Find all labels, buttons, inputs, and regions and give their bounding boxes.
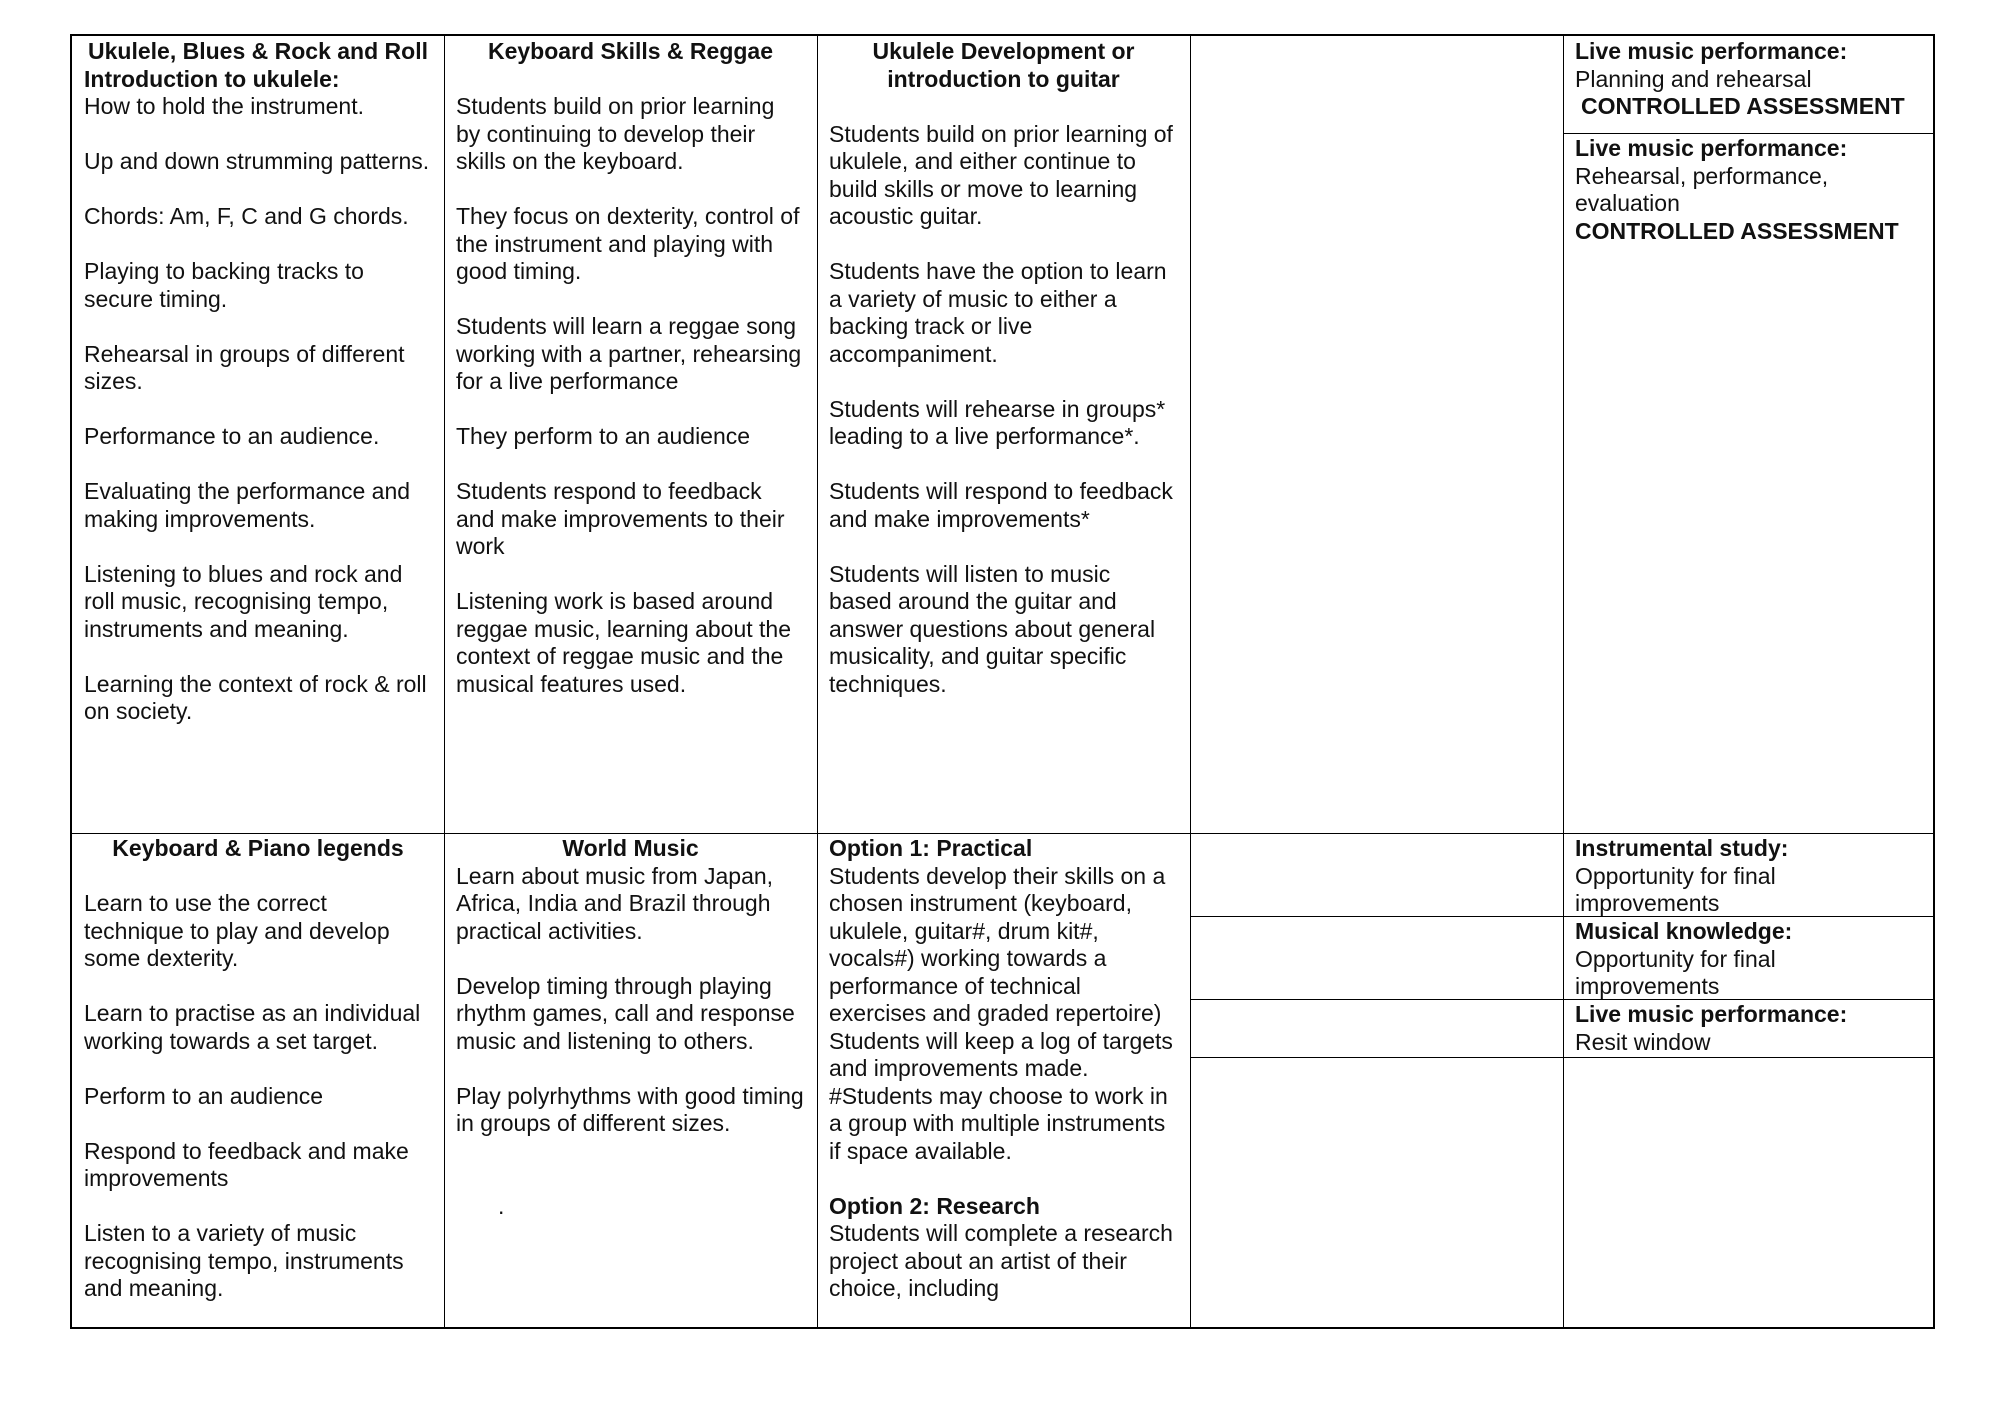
assessment-label: CONTROLLED ASSESSMENT xyxy=(1581,93,1905,119)
cell-empty xyxy=(1190,833,1563,1331)
cell-text: Resit window xyxy=(1575,1028,1711,1055)
cell-keyboard-piano-legends xyxy=(72,833,444,1331)
cell-title: World Music xyxy=(562,835,699,861)
list-item: Evaluating the performance and making improvements. xyxy=(84,478,411,532)
list-item: Up and down strumming patterns. xyxy=(84,148,430,174)
cell-live-performance-rehearsal xyxy=(1563,133,1937,833)
curriculum-table xyxy=(70,34,1935,1329)
cell-heading: Musical knowledge: xyxy=(1575,918,1793,944)
cell-heading: Live music performance: xyxy=(1575,135,1848,161)
list-item: Listen to a variety of music recognising tempo, instruments and meaning. xyxy=(84,1220,404,1301)
list-item: How to hold the instrument. xyxy=(84,93,364,119)
stray-mark: . xyxy=(498,1192,505,1219)
list-item: Students respond to feedback and make improvements to their work xyxy=(456,478,785,559)
list-item: Respond to feedback and make improvements xyxy=(84,1137,409,1191)
cell-empty xyxy=(1190,36,1563,833)
cell-title: Ukulele, Blues & Rock and Roll xyxy=(88,38,428,64)
list-item: Rehearsal in groups of different sizes. xyxy=(84,340,405,394)
option2-heading: Option 2: Research xyxy=(829,1192,1040,1219)
list-item: Perform to an audience xyxy=(84,1082,324,1109)
cell-ukulele-guitar xyxy=(817,36,1190,833)
option1-text: Students develop their skills on a chosen instrument (keyboard, ukulele, guitar#, drum kit#, vocals#) working towards a performance of technical exercises and graded repertoire) Students will keep a log of targets and improvements made. xyxy=(829,862,1173,1081)
cell-title: Keyboard & Piano legends xyxy=(112,835,404,861)
list-item: Learn to practise as an individual working towards a set target. xyxy=(84,1000,421,1054)
option1-note: #Students may choose to work in a group with multiple instruments if space available. xyxy=(829,1082,1168,1164)
cell-world-music xyxy=(444,833,817,1331)
list-item: Students will respond to feedback and make improvements* xyxy=(829,478,1173,532)
option2-text: Students will complete a research project about an artist of their choice, including xyxy=(829,1220,1173,1301)
cell-live-performance-planning xyxy=(1563,36,1937,133)
list-item: Students will learn a reggae song working with a partner, rehearsing for a live performance xyxy=(456,313,802,394)
list-item: Learn to use the correct technique to play and develop some dexterity. xyxy=(84,890,390,971)
list-item: They perform to an audience xyxy=(456,423,751,449)
list-item: Learning the context of rock & roll on society. xyxy=(84,670,427,724)
list-item: Play polyrhythms with good timing in groups of different sizes. xyxy=(456,1082,804,1136)
list-item: Chords: Am, F, C and G chords. xyxy=(84,203,409,229)
list-item: Listening work is based around reggae music, learning about the context of reggae music and the musical features used. xyxy=(456,588,791,697)
cell-title: Keyboard Skills & Reggae xyxy=(487,38,774,64)
cell-musical-knowledge xyxy=(1563,916,1937,999)
list-item: Playing to backing tracks to secure timing. xyxy=(84,258,364,312)
cell-heading: Live music performance: xyxy=(1575,1001,1848,1027)
list-item: Listening to blues and rock and roll music, recognising tempo, instruments and meaning. xyxy=(84,560,403,642)
cell-ukulele-blues-rock xyxy=(72,36,444,833)
cell-heading: Live music performance: xyxy=(1575,38,1848,64)
cell-keyboard-reggae xyxy=(444,36,817,833)
cell-options xyxy=(817,833,1190,1331)
list-item: Performance to an audience. xyxy=(84,423,380,449)
cell-text: Opportunity for final improvements xyxy=(1575,945,1776,999)
cell-text: Planning and rehearsal xyxy=(1575,65,1812,92)
cell-heading: Instrumental study: xyxy=(1575,835,1789,861)
list-item: Learn about music from Japan, Africa, India and Brazil through practical activities. xyxy=(456,862,774,944)
list-item: Students build on prior learning by continuing to develop their skills on the keyboard. xyxy=(456,93,775,174)
list-item: They focus on dexterity, control of the instrument and playing with good timing. xyxy=(456,203,800,284)
list-item: Students build on prior learning of ukulele, and either continue to build skills or move to learning acoustic guitar. xyxy=(829,120,1173,229)
option1-heading: Option 1: Practical xyxy=(829,835,1033,861)
cell-text: Rehearsal, performance, evaluation xyxy=(1575,162,1829,216)
cell-live-performance-resit xyxy=(1563,999,1937,1057)
list-item: Students will rehearse in groups* leading to a live performance*. xyxy=(829,395,1166,449)
cell-text: Opportunity for final improvements xyxy=(1575,862,1776,916)
list-item: Students have the option to learn a variety of music to either a backing track or live accompaniment. xyxy=(829,258,1167,367)
list-item: Develop timing through playing rhythm games, call and response music and listening to others. xyxy=(456,972,795,1054)
assessment-label: CONTROLLED ASSESSMENT xyxy=(1575,217,1899,244)
cell-subheading: Introduction to ukulele: xyxy=(84,65,340,92)
list-item: Students will listen to music based around the guitar and answer questions about general musicality, and guitar specific techniques. xyxy=(829,560,1156,697)
cell-instrumental-study xyxy=(1563,833,1937,916)
cell-title: Ukulele Development or introduction to guitar xyxy=(872,38,1135,92)
